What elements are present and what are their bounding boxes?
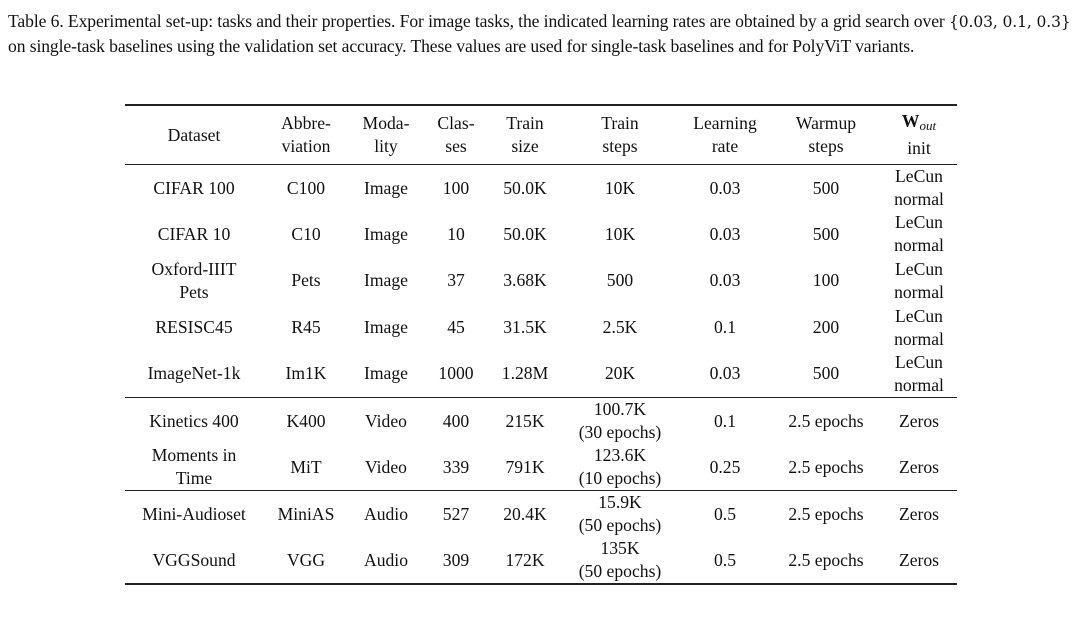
group-audio bbox=[125, 491, 957, 585]
cell-train-steps: 20K bbox=[604, 363, 636, 384]
experimental-setup-table bbox=[125, 104, 957, 585]
cell-classes: 37 bbox=[447, 270, 465, 291]
cell-dataset: ImageNet-1k bbox=[147, 363, 241, 384]
cell-train-size: 1.28M bbox=[501, 363, 549, 384]
cell-train-size: 172K bbox=[489, 537, 561, 584]
cell-wout-init: LeCun normal bbox=[894, 258, 944, 302]
cell-train-size: 50.0K bbox=[489, 165, 561, 212]
caption-text-a: Experimental set-up: tasks and their properties. For image tasks, the indicated learning rates are obtained by a grid search over bbox=[63, 11, 949, 31]
table-row bbox=[125, 491, 957, 538]
cell-abbreviation: Pets bbox=[291, 270, 321, 291]
cell-warmup-steps: 500 bbox=[771, 165, 881, 212]
cell-warmup-steps: 500 bbox=[812, 223, 840, 244]
cell-abbreviation: K400 bbox=[263, 397, 349, 444]
cell-learning-rate: 0.03 bbox=[709, 223, 741, 244]
cell-classes: 527 bbox=[423, 491, 489, 538]
cell-dataset: Oxford-IIIT Pets bbox=[151, 258, 237, 302]
cell-wout-init: LeCun normal bbox=[894, 305, 944, 349]
cell-dataset: CIFAR 100 bbox=[125, 165, 263, 212]
cell-learning-rate: 0.03 bbox=[679, 165, 771, 212]
table-row bbox=[125, 258, 957, 305]
cell-learning-rate: 0.5 bbox=[679, 537, 771, 584]
cell-wout-init: Zeros bbox=[881, 491, 957, 538]
cell-dataset: RESISC45 bbox=[155, 317, 233, 338]
table-row bbox=[125, 351, 957, 398]
cell-abbreviation: MiniAS bbox=[263, 491, 349, 538]
cell-warmup-steps: 2.5 epochs bbox=[771, 491, 881, 538]
cell-wout-init: Zeros bbox=[898, 456, 940, 477]
cell-dataset: Kinetics 400 bbox=[125, 397, 263, 444]
cell-train-size: 20.4K bbox=[489, 491, 561, 538]
cell-classes: 400 bbox=[423, 397, 489, 444]
cell-learning-rate: 0.25 bbox=[709, 456, 741, 477]
header-modality: Moda- lity bbox=[362, 113, 410, 156]
cell-abbreviation: C10 bbox=[291, 223, 321, 244]
cell-classes: 309 bbox=[423, 537, 489, 584]
cell-train-steps: 2.5K bbox=[602, 317, 638, 338]
header-wout-init: Wout init bbox=[901, 111, 937, 158]
cell-modality: Image bbox=[364, 363, 408, 384]
cell-modality: Audio bbox=[349, 537, 423, 584]
table-row bbox=[125, 211, 957, 258]
table-row bbox=[125, 165, 957, 212]
cell-dataset: CIFAR 10 bbox=[157, 223, 231, 244]
header-learning-rate: Learning rate bbox=[693, 113, 757, 156]
cell-modality: Image bbox=[364, 317, 408, 338]
cell-modality: Video bbox=[349, 397, 423, 444]
cell-warmup-steps: 200 bbox=[812, 317, 840, 338]
cell-train-steps: 10K bbox=[604, 223, 636, 244]
cell-train-size: 791K bbox=[505, 456, 545, 477]
cell-classes: 1000 bbox=[438, 363, 474, 384]
cell-abbreviation: VGG bbox=[263, 537, 349, 584]
cell-train-steps: 123.6K (10 epochs) bbox=[578, 445, 662, 489]
cell-warmup-steps: 500 bbox=[812, 363, 840, 384]
header-abbreviation: Abbre- viation bbox=[281, 113, 331, 156]
caption-text-b: on single-task baselines using the validation set accuracy. These values are used for single-task baselines and for PolyViT variants. bbox=[8, 36, 915, 56]
cell-wout-init: Zeros bbox=[881, 537, 957, 584]
cell-abbreviation: MiT bbox=[290, 456, 322, 477]
cell-wout-init: LeCun normal bbox=[894, 212, 944, 256]
cell-modality: Video bbox=[365, 456, 407, 477]
header-train-size: Train size bbox=[506, 113, 544, 156]
cell-learning-rate: 0.03 bbox=[709, 363, 741, 384]
cell-dataset: VGGSound bbox=[125, 537, 263, 584]
cell-warmup-steps: 2.5 epochs bbox=[788, 456, 864, 477]
cell-learning-rate: 0.03 bbox=[709, 270, 741, 291]
cell-dataset: Mini-Audioset bbox=[125, 491, 263, 538]
table-row bbox=[125, 397, 957, 444]
cell-learning-rate: 0.1 bbox=[714, 317, 736, 338]
cell-classes: 10 bbox=[447, 223, 465, 244]
table-row bbox=[125, 444, 957, 491]
cell-train-steps: 100.7K (30 epochs) bbox=[561, 397, 679, 444]
cell-classes: 339 bbox=[442, 456, 470, 477]
cell-classes: 100 bbox=[423, 165, 489, 212]
cell-train-steps: 135K (50 epochs) bbox=[561, 537, 679, 584]
cell-modality: Image bbox=[364, 223, 408, 244]
cell-train-size: 215K bbox=[489, 397, 561, 444]
cell-train-size: 50.0K bbox=[503, 223, 547, 244]
cell-abbreviation: Im1K bbox=[285, 363, 327, 384]
cell-train-steps: 10K bbox=[561, 165, 679, 212]
header-row bbox=[125, 105, 957, 165]
cell-modality: Audio bbox=[349, 491, 423, 538]
cell-wout-init: LeCun normal bbox=[894, 351, 944, 395]
cell-train-size: 3.68K bbox=[503, 270, 547, 291]
cell-warmup-steps: 100 bbox=[812, 270, 840, 291]
cell-abbreviation: R45 bbox=[291, 317, 321, 338]
header-warmup-steps: Warmup steps bbox=[795, 113, 857, 156]
header-train-steps: Train steps bbox=[601, 113, 639, 156]
table-caption bbox=[8, 9, 1076, 58]
cell-learning-rate: 0.1 bbox=[679, 397, 771, 444]
cell-abbreviation: C100 bbox=[263, 165, 349, 212]
cell-train-size: 31.5K bbox=[503, 317, 547, 338]
cell-wout-init: Zeros bbox=[881, 397, 957, 444]
table-row bbox=[125, 304, 957, 351]
header-dataset: Dataset bbox=[167, 124, 221, 145]
cell-wout-init: LeCun normal bbox=[881, 165, 957, 212]
cell-classes: 45 bbox=[447, 317, 465, 338]
caption-math: {0.03, 0.1, 0.3} bbox=[948, 13, 1071, 31]
cell-train-steps: 500 bbox=[606, 270, 634, 291]
group-video bbox=[125, 397, 957, 490]
cell-learning-rate: 0.5 bbox=[679, 491, 771, 538]
table-row bbox=[125, 537, 957, 584]
cell-train-steps: 15.9K (50 epochs) bbox=[561, 491, 679, 538]
cell-dataset: Moments in Time bbox=[151, 445, 237, 489]
cell-warmup-steps: 2.5 epochs bbox=[771, 537, 881, 584]
group-image bbox=[125, 165, 957, 398]
cell-warmup-steps: 2.5 epochs bbox=[771, 397, 881, 444]
cell-modality: Image bbox=[364, 270, 408, 291]
cell-modality: Image bbox=[349, 165, 423, 212]
header-classes: Clas- ses bbox=[437, 113, 475, 156]
caption-label: Table 6. bbox=[8, 11, 64, 31]
